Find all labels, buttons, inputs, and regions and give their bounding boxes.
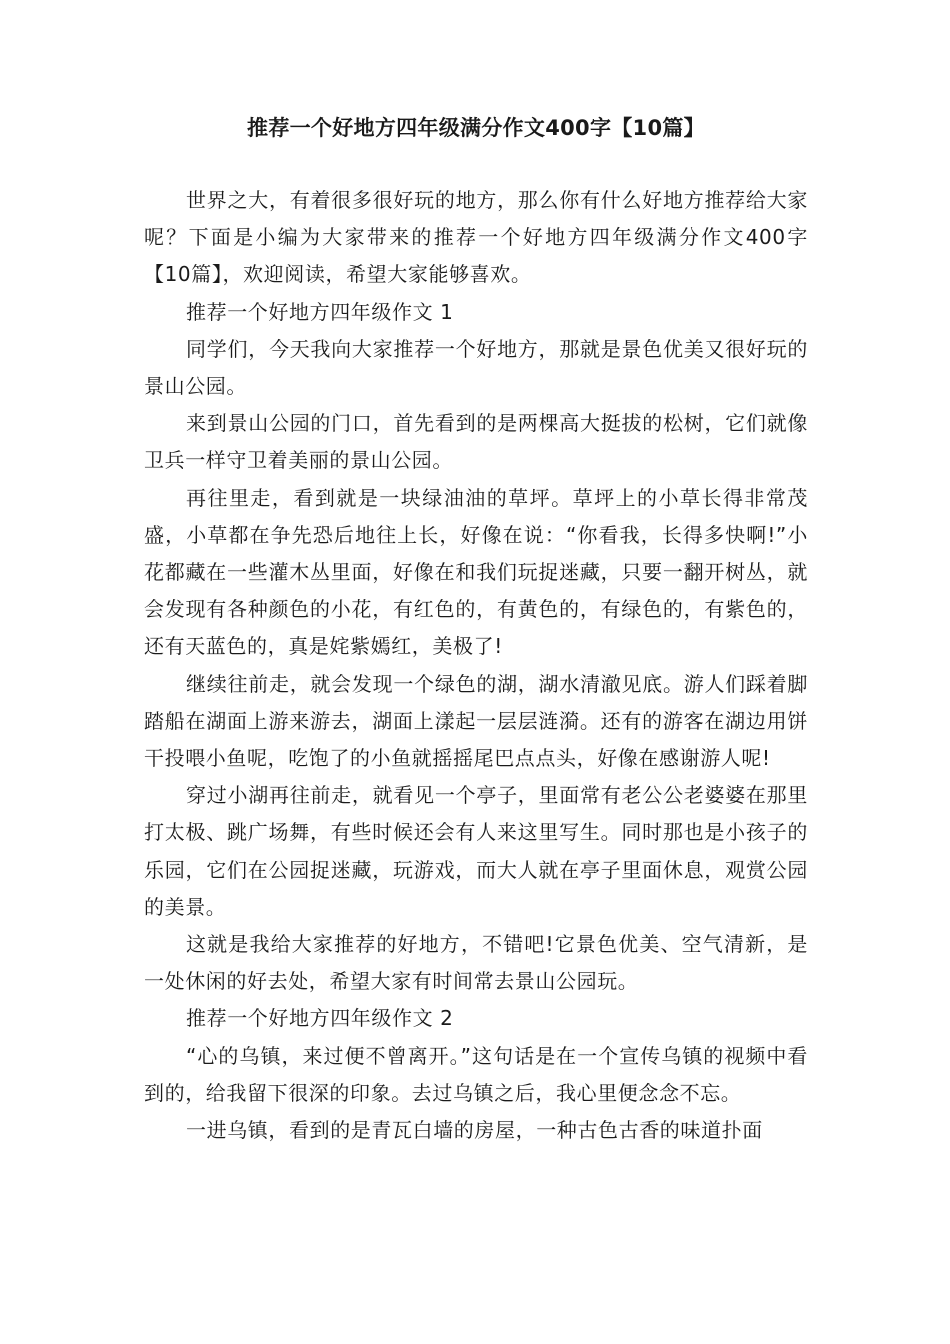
paragraph: “心的乌镇，来过便不曾离开。”这句话是在一个宣传乌镇的视频中看到的，给我留下很深的印象。去过乌镇之后，我心里便念念不忘。	[144, 1043, 808, 1105]
essay-heading-2: 推荐一个好地方四年级作文 2	[186, 1006, 454, 1031]
document-page	[144, 96, 808, 1149]
paragraph: 同学们，今天我向大家推荐一个好地方，那就是景色优美又很好玩的景山公园。	[144, 336, 808, 399]
essay-heading-1: 推荐一个好地方四年级作文 1	[186, 299, 454, 324]
paragraph-intro: 世界之大，有着很多很好玩的地方，那么你有什么好地方推荐给大家呢？下面是小编为大家带来的推荐一个好地方四年级满分作文400字【10篇】，欢迎阅读，希望大家能够喜欢。	[144, 188, 808, 287]
paragraph: 继续往前走，就会发现一个绿色的湖，湖水清澈见底。游人们踩着脚踏船在湖面上游来游去，湖面上漾起一层层涟漪。还有的游客在湖边用饼干投喂小鱼呢，吃饱了的小鱼就摇摇尾巴点点头，好像在感谢游人呢!	[144, 671, 808, 771]
document-body	[144, 182, 808, 1149]
paragraph: 这就是我给大家推荐的好地方，不错吧!它景色优美、空气清新，是一处休闲的好去处，希望大家有时间常去景山公园玩。	[144, 932, 808, 994]
document-title: 推荐一个好地方四年级满分作文400字【10篇】	[247, 116, 705, 140]
paragraph: 穿过小湖再往前走，就看见一个亭子，里面常有老公公老婆婆在那里打太极、跳广场舞，有些时候还会有人来这里写生。同时那也是小孩子的乐园，它们在公园捉迷藏，玩游戏，而大人就在亭子里面休息，观赏公园的美景。	[144, 783, 808, 919]
paragraph: 一进乌镇，看到的是青瓦白墙的房屋，一种古色古香的味道扑面	[186, 1118, 763, 1143]
paragraph: 来到景山公园的门口，首先看到的是两棵高大挺拔的松树，它们就像卫兵一样守卫着美丽的景山公园。	[144, 411, 808, 473]
paragraph: 再往里走，看到就是一块绿油油的草坪。草坪上的小草长得非常茂盛，小草都在争先恐后地往上长，好像在说：“你看我，长得多快啊!”小花都藏在一些灌木丛里面，好像在和我们玩捉迷藏，只要一翻开树丛，就会发现有各种颜色的小花，有红色的，有黄色的，有绿色的，有紫色的，还有天蓝色的，真是姹紫嫣红，美极了!	[144, 485, 808, 659]
